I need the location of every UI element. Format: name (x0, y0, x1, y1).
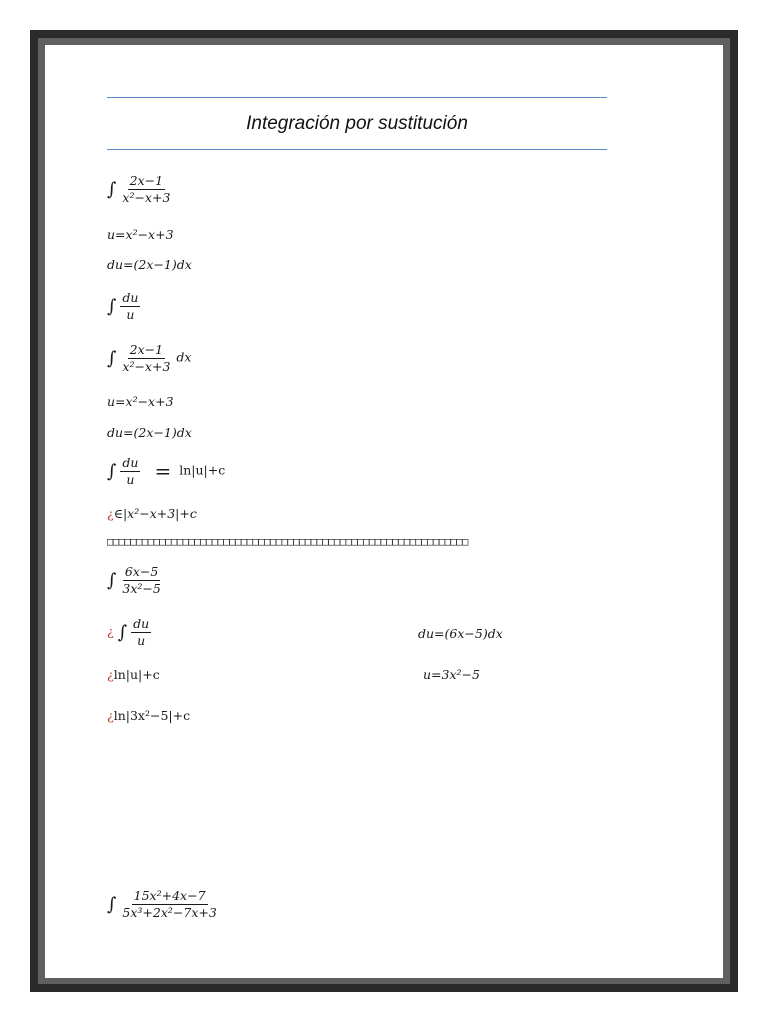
equals-sign: = (154, 459, 172, 484)
ex1r-denominator: x²−x+3 (122, 358, 171, 374)
ex1r-integral (107, 342, 191, 374)
integral-sign-icon: ∫ (107, 347, 117, 369)
ex2-du-def: du=(6x−5)dx (418, 626, 503, 641)
ex2-sub-num: du (133, 616, 150, 631)
ex2-step3 (107, 708, 190, 723)
ex3-fraction (120, 888, 218, 920)
ex1r-differential: dx (176, 349, 192, 365)
ex1r-sub-den: u (126, 471, 135, 487)
integral-sign-icon: ∫ (107, 460, 117, 482)
ex1-substituted (107, 290, 140, 322)
missing-glyph-row: □□□□□□□□□□□□□□□□□□□□□□□□□□□□□□□□□□□□□□□□□□□□□□□□□□□□□□□□□□□□□□ (107, 536, 468, 548)
ex2-step2 (107, 667, 160, 682)
document-title: Integración por sustitución (246, 112, 468, 134)
ex3-denominator: 5x³+2x²−7x+3 (122, 904, 217, 920)
ex1-numerator: 2x−1 (129, 173, 164, 188)
ex1-fraction (120, 173, 172, 205)
ex3-numerator: 15x²+4x−7 (133, 888, 206, 903)
integral-sign-icon: ∫ (107, 893, 117, 915)
inverted-question-glyph: ¿ (107, 708, 114, 723)
ex1r-result (107, 455, 225, 487)
ex1-u-def: u=x²−x+3 (107, 227, 174, 242)
ex2-sub-fraction (131, 616, 151, 648)
ex1r-fraction (120, 342, 172, 374)
document-page (45, 45, 723, 978)
ex1r-sub-fraction (120, 455, 140, 487)
ex2-step3-expr: ln|3x²−5|+c (113, 708, 191, 723)
ex1-integral (107, 173, 172, 205)
title-block (107, 97, 607, 150)
ex1r-sub-num: du (122, 455, 139, 470)
ex2-numerator: 6x−5 (124, 564, 159, 579)
ex2-denominator: 3x²−5 (122, 580, 161, 596)
inverted-question-glyph: ¿ (107, 667, 114, 682)
ex1r-result-expr: ln|u|+c (179, 462, 226, 478)
ex1-sub-fraction (120, 290, 140, 322)
ex1-sub-den: u (126, 306, 135, 322)
ex1r-final-expr: ∈|x²−x+3|+c (113, 506, 197, 521)
ex1-sub-num: du (122, 290, 139, 305)
ex1r-du-def: du=(2x−1)dx (107, 425, 192, 440)
integral-sign-icon: ∫ (107, 569, 117, 591)
ex1-du-def: du=(2x−1)dx (107, 257, 192, 272)
ex1-denominator: x²−x+3 (122, 189, 171, 205)
integral-sign-icon: ∫ (107, 295, 117, 317)
ex2-step1 (107, 616, 151, 648)
ex1r-final (107, 506, 197, 521)
ex1r-u-def: u=x²−x+3 (107, 394, 174, 409)
ex3-integral (107, 888, 219, 920)
integral-sign-icon: ∫ (107, 178, 117, 200)
ex1r-numerator: 2x−1 (129, 342, 164, 357)
integral-sign-icon: ∫ (117, 621, 128, 643)
ex2-u-def: u=3x²−5 (423, 667, 480, 682)
inverted-question-glyph: ¿ (107, 506, 114, 521)
inverted-question-glyph: ¿ (107, 623, 114, 639)
ex2-fraction (120, 564, 162, 596)
ex2-sub-den: u (137, 632, 146, 648)
ex2-integral (107, 564, 163, 596)
ex2-step2-expr: ln|u|+c (113, 667, 160, 682)
